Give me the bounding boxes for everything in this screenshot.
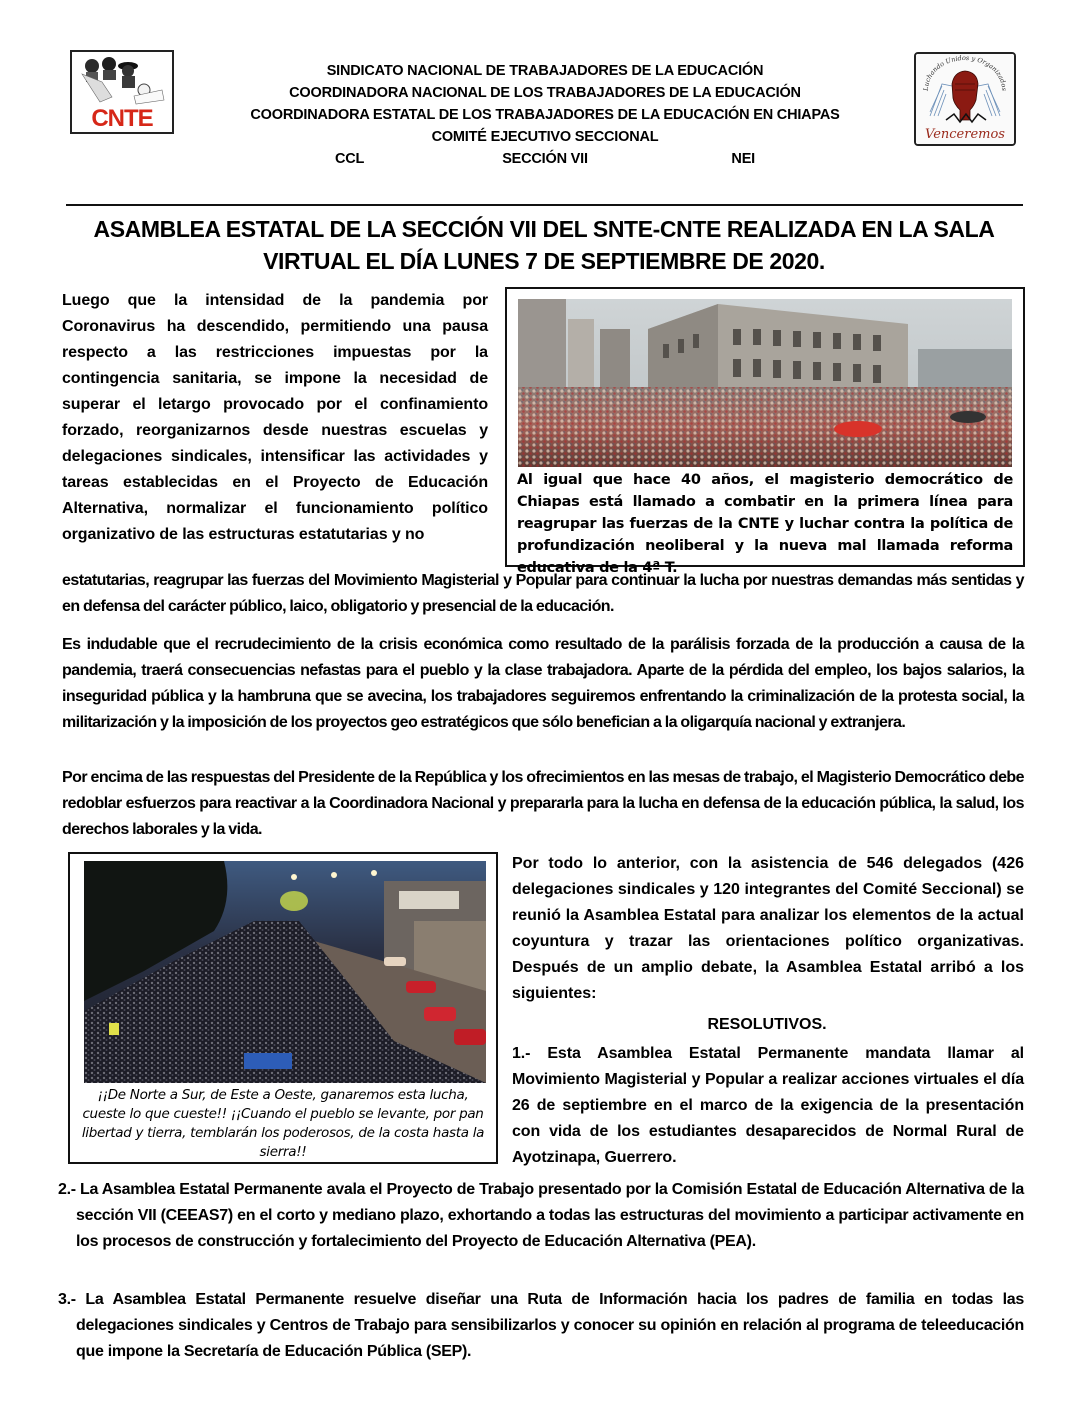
raised-fist-icon: [916, 54, 1014, 144]
header-ccl: CCL: [335, 151, 365, 167]
cnte-logo-text: CNTE: [91, 105, 153, 132]
resolutivo-3: 3.- La Asamblea Estatal Permanente resuelve diseñar una Ruta de Información hacia los padres de familia en todas las delegaciones sindicales y Centros de Trabajo para sensibilizarlos y conocer su opinión en relación al programa de teleeducación que impone la Secretaría de Educación Pública (SEP).: [58, 1291, 1024, 1360]
paragraph-1-wrapped: Luego que la intensidad de la pandemia por Coronavirus ha descendido, permitiendo una pausa respecto a las restricciones impuestas por la contingencia sanitaria, se impone la necesidad de superar el letargo provocado por el confinamiento forzado, reorganizarnos desde nuestras escuelas y delegaciones sindicales, intensificar las actividades y tareas establecidas en el Proyecto de Educación Alternativa, normalizar el funcionamiento político organizativo de las estructuras estatutarias y no: [62, 292, 488, 543]
header-line-3: COORDINADORA ESTATAL DE LOS TRABAJADORES DE LA EDUCACIÓN EN CHIAPAS: [250, 107, 840, 123]
resolutivo-1: 1.- Esta Asamblea Estatal Permanente mandata llamar al Movimiento Magisterial y Popular a realizar acciones virtuales el día 26 de septiembre en el marco de la exigencia de la presentación con vida de los estudiantes desaparecidos de Normal Rural de Ayotzinapa, Guerrero.: [512, 1045, 1024, 1166]
header-line-5: [180, 148, 910, 170]
organization-header: [180, 60, 910, 170]
paragraph-1-continued: estatutarias, reagrupar las fuerzas del Movimiento Magisterial y Popular para continuar la lucha por nuestras demandas más sentidas y en defensa del carácter público, laico, obligatorio y presencial de la educación.: [62, 572, 1024, 615]
figure-2: [68, 852, 498, 1164]
title-divider: [66, 204, 1023, 206]
header-line-2: COORDINADORA NACIONAL DE LOS TRABAJADORES DE LA EDUCACIÓN: [289, 85, 801, 101]
figure-1: [505, 287, 1025, 576]
figure-2-caption: ¡¡De Norte a Sur, de Este a Oeste, ganaremos esta lucha, cueste lo que cueste!! ¡¡Cuando el pueblo se levante, por pan libertad y tierra, temblarán los poderosos, de la costa hasta la sierra!!: [81, 1087, 485, 1160]
paragraph-4: Por todo lo anterior, con la asistencia de 546 delegados (426 delegaciones sindicales y 120 integrantes del Comité Seccional) se reunió la Asamblea Estatal para analizar los elementos de la actual coyuntura y trazar las orientaciones político organizativas. Después de un amplio debate, la Asamblea Estatal arribó a los siguientes:: [512, 855, 1024, 1002]
paragraph-2: Es indudable que el recrudecimiento de la crisis económica como resultado de la parálisis forzada de la producción a causa de la pandemia, traerá consecuencias nefastas para el pueblo y la clase trabajadora. Aparte de la pérdida del empleo, los bajos salarios, la inseguridad pública y la hambruna que se avecina, los trabajadores seguiremos enfrentando la criminalización de la protesta social, la militarización y la imposición de los proyectos geo estratégicos que sólo benefician a la oligarquía nacional y extranjera.: [62, 636, 1024, 731]
resolutivo-2: 2.- La Asamblea Estatal Permanente avala el Proyecto de Trabajo presentado por la Comisión Estatal de Educación Alternativa de la sección VII (CEEAS7) en el corto y mediano plazo, exhortando a todas las estructuras del movimiento a participar activamente en los procesos de construcción y fortalecimiento del Proyecto de Educación Alternativa (PEA).: [58, 1181, 1024, 1250]
resolutivos-heading: RESOLUTIVOS.: [707, 1016, 827, 1033]
crowd-march-photo: [518, 299, 1012, 467]
night-march-photo: [84, 861, 486, 1083]
venceremos-logo: [914, 52, 1016, 146]
venceremos-text: Venceremos: [925, 127, 1005, 142]
header-line-4: COMITÉ EJECUTIVO SECCIONAL: [431, 129, 659, 145]
figure-1-caption: Al igual que hace 40 años, el magisterio democrático de Chiapas está llamado a combatir en la primera línea para reagrupar las fuerzas de la CNTE y luchar contra la política de profundización neoliberal y la nueva mal llamada reforma educativa de la 4ª T.: [517, 472, 1013, 576]
night-march-image: [84, 861, 486, 1083]
header-seccion: SECCIÓN VII: [502, 151, 588, 167]
title-line-2: VIRTUAL EL DÍA LUNES 7 DE SEPTIEMBRE DE 2020.: [263, 248, 825, 274]
paragraph-3: Por encima de las respuestas del Presidente de la República y los ofrecimientos en las mesas de trabajo, el Magisterio Democrático debe redoblar esfuerzos para reactivar a la Coordinadora Nacional y prepararla para la lucha en defensa de la educación pública, la salud, los derechos laborales y la vida.: [62, 769, 1024, 838]
cnte-logo-icon: [72, 52, 172, 132]
title-line-1: ASAMBLEA ESTATAL DE LA SECCIÓN VII DEL SNTE-CNTE REALIZADA EN LA SALA: [93, 216, 995, 242]
crowd-photo-image: [518, 299, 1012, 467]
header-nei: NEI: [731, 151, 755, 167]
header-line-1: SINDICATO NACIONAL DE TRABAJADORES DE LA EDUCACIÓN: [326, 63, 764, 79]
cnte-logo: [70, 50, 174, 134]
document-title: [62, 213, 1026, 277]
logo-arc-text: Luchando Unidos y Organizados: [921, 54, 1009, 92]
